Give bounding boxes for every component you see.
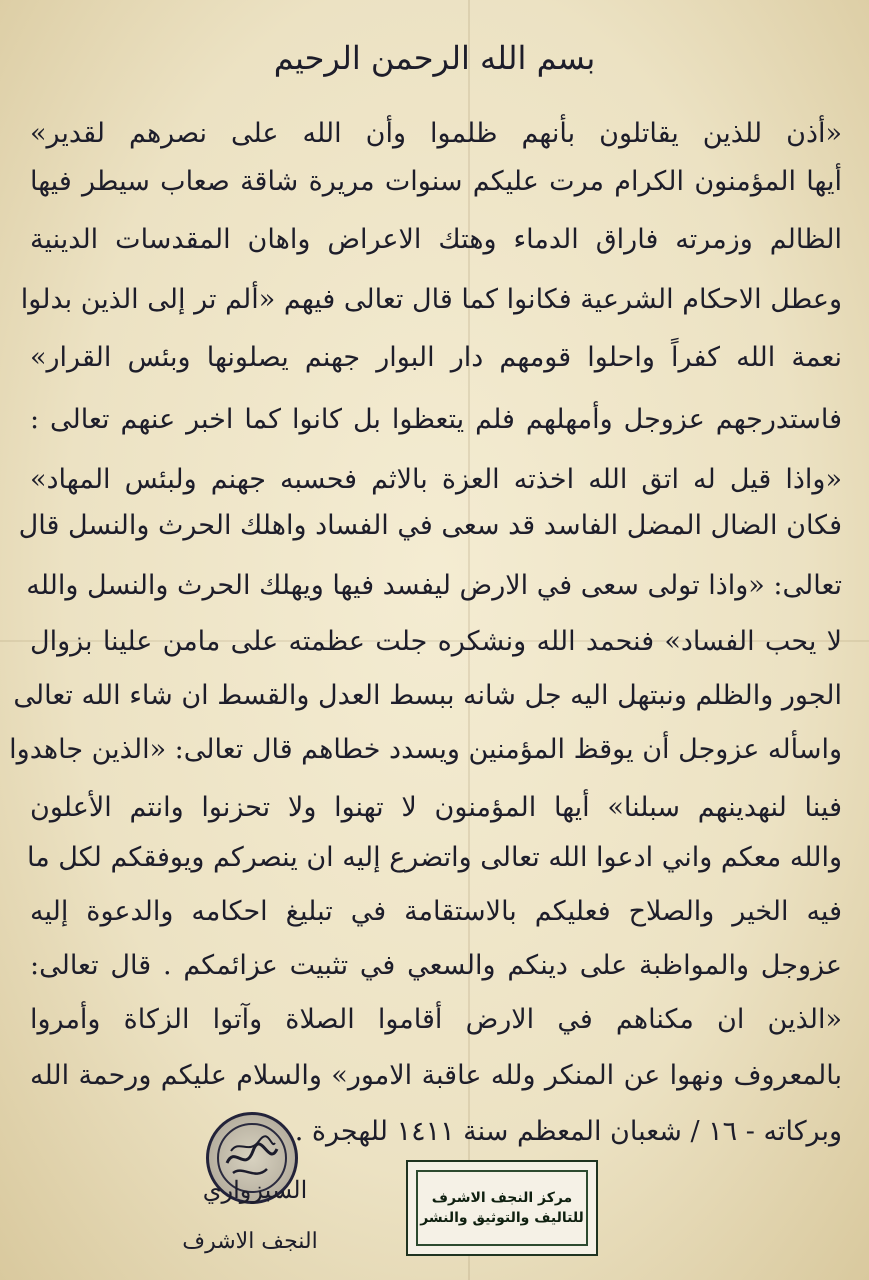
letter-line-14: والله معكم واني ادعوا الله تعالى واتضرع إليه ان ينصركم ويوفقكم لكل ما (27, 842, 842, 873)
letter-line-2: أيها المؤمنون الكرام مرت عليكم سنوات مريرة شاقة صعاب سيطر فيها (30, 166, 842, 197)
archive-stamp-subtitle: للتاليف والتوثيق والنشر (420, 1210, 584, 1226)
letter-line-18: بالمعروف ونهوا عن المنكر ولله عاقبة الامور» والسلام عليكم ورحمة الله (30, 1060, 842, 1091)
letter-line-5: نعمة الله كفراً واحلوا قومهم دار البوار جهنم يصلونها وبئس القرار» (30, 342, 842, 373)
archive-stamp (406, 1160, 598, 1256)
signature-place: النجف الاشرف (182, 1229, 318, 1254)
letter-line-7: «واذا قيل له اتق الله اخذته العزة بالاثم فحسبه جهنم ولبئس المهاد» (30, 464, 842, 495)
letter-line-12: واسأله عزوجل أن يوقظ المؤمنين ويسدد خطاهم قال تعالى: «الذين جاهدوا (9, 734, 842, 765)
letter-line-3: الظالم وزمرته فاراق الدماء وهتك الاعراض واهان المقدسات الدينية (30, 224, 842, 255)
letter-line-1: «أذن للذين يقاتلون بأنهم ظلموا وأن الله على نصرهم لقدير» (30, 118, 842, 149)
letter-line-6: فاستدرجهم عزوجل وأمهلهم فلم يتعظوا بل كانوا كما اخبر عنهم تعالى : (30, 404, 842, 435)
letter-line-13: فينا لنهدينهم سبلنا» أيها المؤمنون لا تهنوا ولا تحزنوا وانتم الأعلون (30, 792, 842, 823)
letter-line-9: تعالى: «واذا تولى سعى في الارض ليفسد فيها ويهلك الحرث والنسل والله (26, 570, 842, 601)
letter-line-16: عزوجل والمواظبة على دينكم والسعي في تثبيت عزائمكم . قال تعالى: (30, 950, 842, 981)
archive-stamp-frame (416, 1170, 588, 1246)
letter-line-11: الجور والظلم ونبتهل اليه جل شانه ببسط العدل والقسط ان شاء الله تعالى (13, 680, 842, 711)
letter-line-4: وعطل الاحكام الشرعية فكانوا كما قال تعالى فيهم «ألم تر إلى الذين بدلوا (20, 284, 842, 315)
basmala-heading: بسم الله الرحمن الرحيم (273, 39, 596, 77)
letter-line-8: فكان الضال المضل الفاسد قد سعى في الفساد واهلك الحرث والنسل قال (18, 510, 842, 541)
archive-stamp-title: مركز النجف الاشرف (431, 1190, 573, 1206)
letter-line-10: لا يحب الفساد» فنحمد الله ونشكره جلت عظمته على مامن علينا بزوال (30, 626, 842, 657)
letter-line-17: «الذين ان مكناهم في الارض أقاموا الصلاة وآتوا الزكاة وأمروا (30, 1004, 842, 1035)
letter-line-date: وبركاته - ١٦ / شعبان المعظم سنة ١٤١١ للهجرة . (294, 1116, 842, 1147)
signature-name: السبزواري (202, 1176, 308, 1204)
letter-line-15: فيه الخير والصلاح فعليكم بالاستقامة في تبليغ احكامه والدعوة إليه (30, 896, 842, 927)
